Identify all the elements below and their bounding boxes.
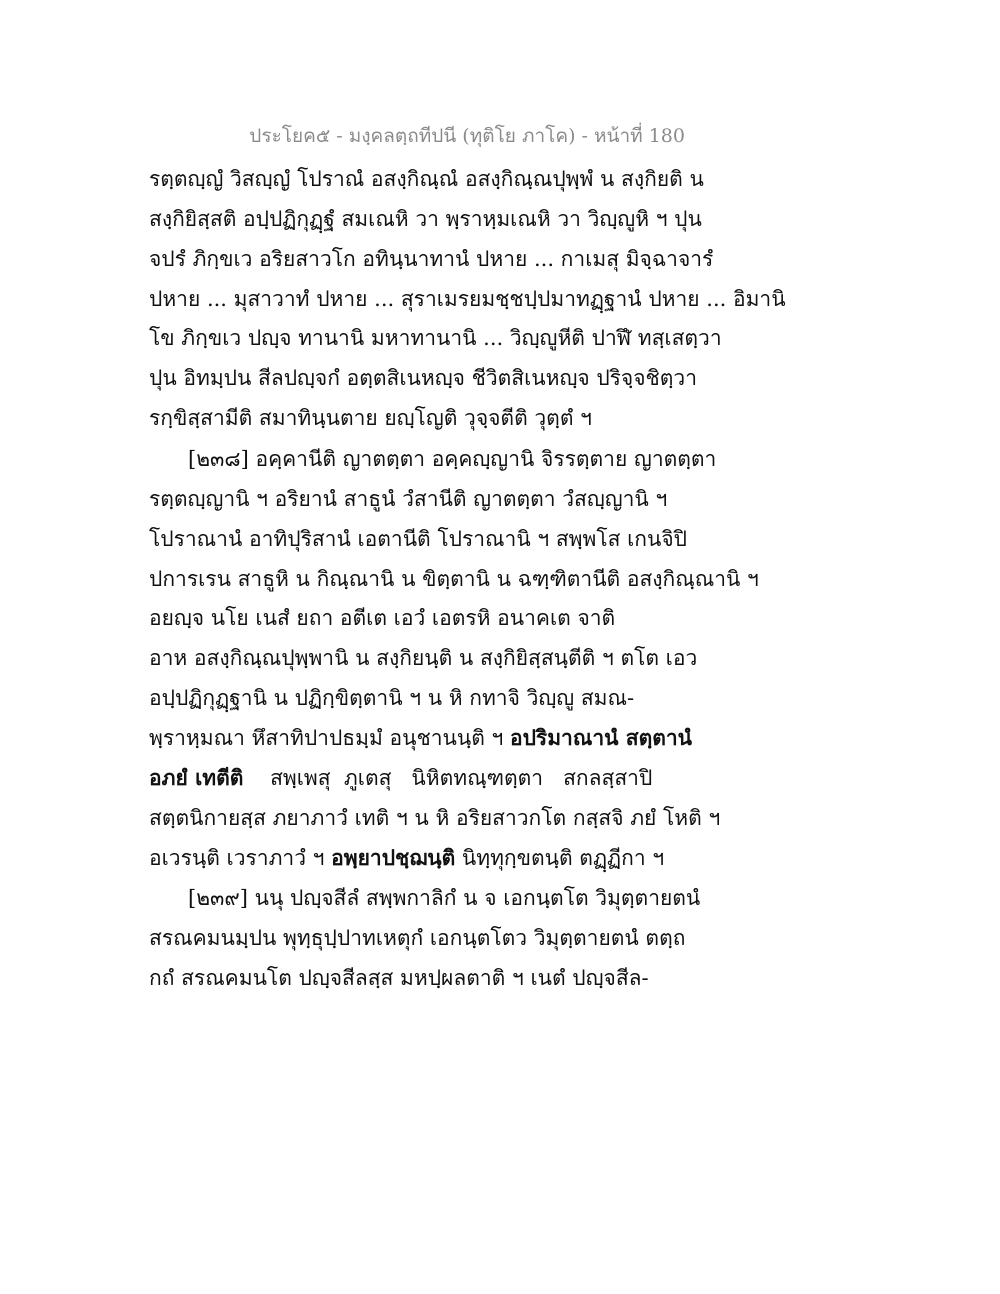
text-line-11: ปการเรน สาธูหิ น กิณฺณานิ น ขิตฺตานิ น ฉฑฺฑิตานีติ อสงฺกิณฺณานิ ฯ bbox=[149, 567, 759, 591]
text-line-1: รตฺตญฺญํ วิสญฺญํ โปราณํ อสงฺกิณฺณํ อสงฺกิณฺณปุพฺพํ น สงฺกิยติ น bbox=[149, 167, 704, 191]
text-line-15 bbox=[149, 722, 692, 755]
text-line-18-bold: อพฺยาปชฺฌนฺติ bbox=[331, 845, 456, 870]
text-line-17: สตฺตนิกายสฺส ภยาภาวํ เทติ ฯ น หิ อริยสาวกโต กสฺสจิ ภยํ โหติ ฯ bbox=[149, 806, 721, 830]
text-line-20: สรณคมนมฺปน พุทฺธุปฺปาทเหตุกํ เอกนฺตโตว วิมุตฺตายตนํ ตตฺถ bbox=[149, 926, 686, 950]
text-line-6: ปุน อิทมฺปน สีลปญฺจกํ อตฺตสิเนหญฺจ ชีวิตสิเนหญฺจ ปริจฺจชิตฺวา bbox=[149, 366, 698, 390]
text-line-7: รกฺขิสฺสามีติ สมาทินฺนตาย ยญฺโญติ วุจฺจตีติ วุตฺตํ ฯ bbox=[149, 406, 592, 430]
text-line-12: อยญฺจ นโย เนสํ ยถา อตีเต เอวํ เอตรหิ อนาคเต จาติ bbox=[149, 606, 616, 630]
text-line-2: สงฺกิยิสฺสติ อปฺปฏิกุฏฺฐํ สมเณหิ วา พฺราหฺมเณหิ วา วิญฺญูหิ ฯ ปุน bbox=[149, 207, 702, 231]
running-header: ประโยค๕ - มงฺคลตฺถทีปนี (ทุติโย ภาโค) - หน้าที่ 180 bbox=[249, 125, 685, 147]
paragraph-238-start: [๒๓๘] อคฺคานีติ ญาตตฺตา อคฺคญฺญานิ จิรรตฺตาย ญาตตฺตา bbox=[188, 447, 717, 471]
text-line-13: อาห อสงฺกิณฺณปุพฺพานิ น สงฺกิยนฺติ น สงฺกิยิสฺสนฺตีติ ฯ ตโต เอว bbox=[149, 646, 698, 670]
text-line-14: อปฺปฏิกุฏฺฐานิ น ปฏิกฺขิตฺตานิ ฯ น หิ กทาจิ วิญฺญู สมณ- bbox=[149, 686, 635, 710]
text-line-15-bold: อปริมาณานํ สตฺตานํ bbox=[509, 725, 693, 750]
text-line-4: ปหาย ... มุสาวาทํ ปหาย ... สุราเมรยมชฺชปฺปมาทฏฺฐานํ ปหาย ... อิมานิ bbox=[149, 287, 786, 311]
text-line-21: กถํ สรณคมนโต ปญฺจสีลสฺส มหปฺผลตาติ ฯ เนตํ ปญฺจสีล- bbox=[149, 966, 649, 990]
text-line-18 bbox=[149, 842, 664, 875]
paragraph-239-start: [๒๓๙] นนุ ปญฺจสีลํ สพฺพกาลิกํ น จ เอกนฺตโต วิมุตฺตายตนํ bbox=[188, 886, 701, 910]
text-line-5: โข ภิกฺขเว ปญฺจ ทานานิ มหาทานานิ ... วิญฺญูหีติ ปาฬึ ทสฺเสตฺวา bbox=[149, 326, 722, 350]
text-line-15-plain: พฺราหฺมณา หึสาทิปาปธมฺมํ อนุชานนฺติ ฯ bbox=[149, 726, 510, 750]
text-line-18-plain-b: นิทฺทุกฺขตนฺติ ตฏฺฏีกา ฯ bbox=[455, 846, 665, 870]
text-line-16-plain: สพฺเพสุ ภูเตสุ นิหิตทณฺฑตฺตา สกลสฺสาปิ bbox=[243, 766, 653, 790]
text-line-3: จปรํ ภิกฺขเว อริยสาวโก อทินฺนาทานํ ปหาย ... กาเมสุ มิจฺฉาจารํ bbox=[149, 247, 714, 271]
text-line-16-bold: อภยํ เทตีติ bbox=[149, 765, 244, 790]
text-line-9: รตฺตญฺญานิ ฯ อริยานํ สาธูนํ วํสานีติ ญาตตฺตา วํสญฺญานิ ฯ bbox=[149, 487, 668, 511]
text-line-10: โปราณานํ อาทิปุริสานํ เอตานีติ โปราณานิ ฯ สพฺพโส เกนจิปิ bbox=[149, 527, 687, 551]
text-line-18-plain-a: อเวรนฺติ เวราภาวํ ฯ bbox=[149, 846, 332, 870]
text-line-16 bbox=[149, 762, 652, 795]
